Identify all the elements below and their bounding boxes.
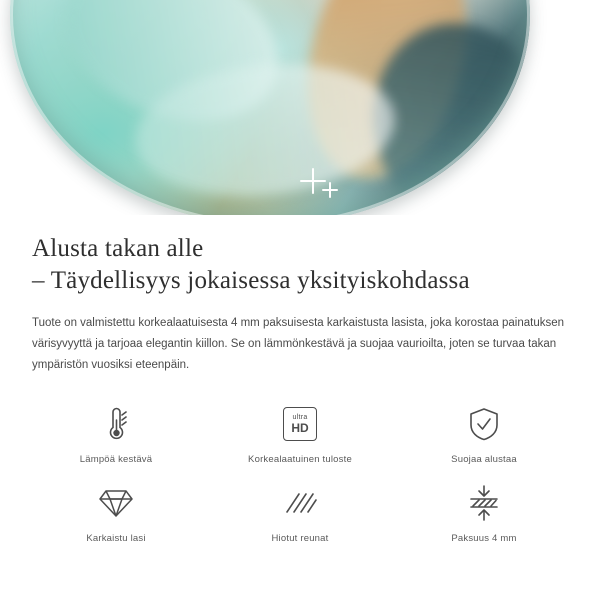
feature-label: Lämpöä kestävä — [79, 454, 153, 465]
thickness-arrows-icon — [396, 481, 572, 525]
headline-line-1: Alusta takan alle — [32, 235, 204, 262]
feature-item-polished-edges — [212, 481, 388, 544]
feature-grid — [0, 402, 600, 544]
body-paragraph: Tuote on valmistettu korkealaatuisesta 4 mm paksuisesta karkaistusta lasista, joka korostaa painatuksen värisyvyyttä ja tarjoaa elegantin kiillon. Se on lämmönkestävä ja suojaa vaurioilta, joten se turvaa takan ympäristön vuosiksi eteenpäin. — [32, 317, 565, 371]
ultra-hd-badge-top: ultra — [292, 414, 308, 421]
feature-item-thickness — [396, 481, 572, 544]
feature-label: Hiotut reunat — [271, 533, 329, 544]
diamond-icon — [28, 481, 204, 525]
ultra-hd-badge-bottom: HD — [291, 421, 309, 435]
shield-check-icon — [396, 402, 572, 446]
feature-label: Karkaistu lasi — [86, 533, 146, 544]
thermometer-icon — [28, 402, 204, 446]
page-title — [32, 233, 568, 297]
feature-item-heat-resistant — [28, 402, 204, 465]
polished-edges-icon — [212, 481, 388, 525]
feature-label: Paksuus 4 mm — [451, 533, 517, 544]
ultra-hd-icon — [212, 402, 388, 446]
feature-item-tempered-glass — [28, 481, 204, 544]
content-block — [0, 215, 600, 376]
feature-item-high-quality-print — [212, 402, 388, 465]
feature-label: Suojaa alustaa — [451, 454, 517, 465]
feature-label: Korkealaatuinen tuloste — [248, 454, 352, 465]
feature-item-surface-protection — [396, 402, 572, 465]
headline-line-2: – Täydellisyys jokaisessa yksityiskohdassa — [32, 267, 470, 294]
round-glass-print-image — [10, 0, 530, 215]
hero-image — [0, 0, 600, 215]
